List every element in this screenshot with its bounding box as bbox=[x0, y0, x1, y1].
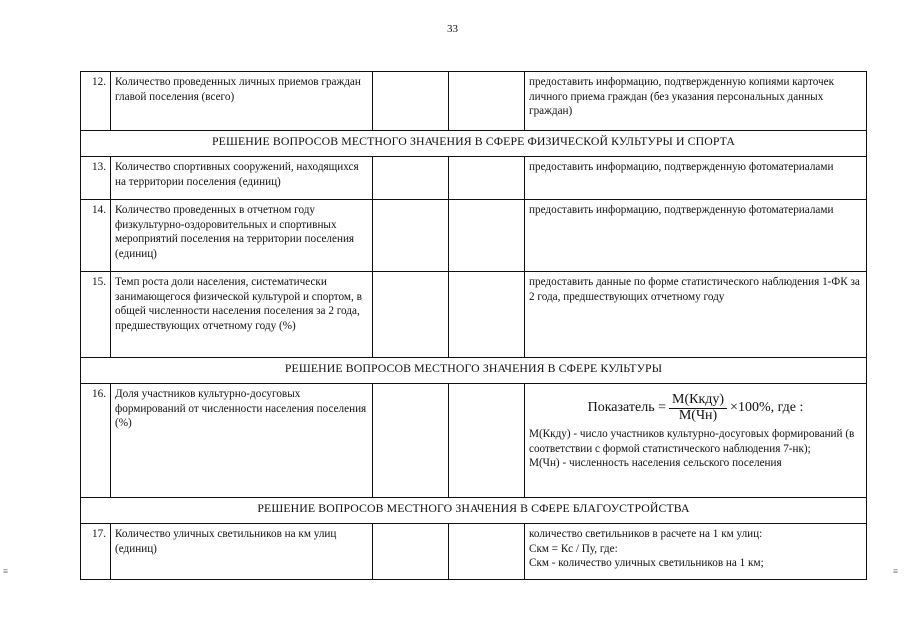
section-heading: РЕШЕНИЕ ВОПРОСОВ МЕСТНОГО ЗНАЧЕНИЯ В СФЕРЕ БЛАГОУСТРОЙСТВА bbox=[81, 498, 867, 524]
method-cell: предоставить информацию, подтвержденную фотоматериалами bbox=[525, 157, 867, 200]
indicator-cell: Доля участников культурно-досуговых формирований от численности населения поселения (%) bbox=[111, 384, 373, 498]
indicator-cell: Количество уличных светильников на км улиц (единиц) bbox=[111, 524, 373, 580]
empty-cell bbox=[373, 524, 449, 580]
method-line: Скм - количество уличных светильников на 1 км; bbox=[529, 557, 764, 570]
indicator-cell: Количество спортивных сооружений, находящихся на территории поселения (единиц) bbox=[111, 157, 373, 200]
method-cell bbox=[525, 524, 867, 580]
table-row bbox=[81, 524, 867, 580]
method-cell: предоставить информацию, подтвержденную фотоматериалами bbox=[525, 200, 867, 272]
empty-cell bbox=[373, 384, 449, 498]
empty-cell bbox=[373, 200, 449, 272]
empty-cell bbox=[373, 72, 449, 131]
formula-fraction bbox=[669, 393, 727, 423]
page-number: 33 bbox=[447, 23, 458, 35]
row-number: 13. bbox=[81, 157, 111, 200]
method-line: количество светильников в расчете на 1 км улиц: bbox=[529, 528, 763, 540]
formula-definition: М(Чн) - численность населения сельского поселения bbox=[529, 457, 782, 470]
section-row bbox=[81, 358, 867, 384]
empty-cell bbox=[449, 272, 525, 358]
method-cell: предоставить информацию, подтвержденную копиями карточек личного приема граждан (без указания персональных данных граждан) bbox=[525, 72, 867, 131]
table-row bbox=[81, 384, 867, 498]
formula-tail: ×100%, где : bbox=[730, 399, 804, 415]
row-number: 14. bbox=[81, 200, 111, 272]
indicators-table bbox=[80, 71, 867, 580]
formula-definition: М(Ккду) - число участников культурно-досуговых формирований (в соответствии с формой статистического наблюдения 7-нк); bbox=[529, 428, 855, 455]
table-row bbox=[81, 157, 867, 200]
section-row bbox=[81, 498, 867, 524]
empty-cell bbox=[449, 524, 525, 580]
empty-cell bbox=[449, 72, 525, 131]
empty-cell bbox=[449, 157, 525, 200]
empty-cell bbox=[373, 157, 449, 200]
scan-mark-left: ≡ bbox=[3, 566, 9, 576]
method-line: Скм = Кс / Пу, где: bbox=[529, 542, 618, 555]
formula-lhs: Показатель = bbox=[587, 399, 666, 415]
section-row bbox=[81, 131, 867, 157]
formula-denominator: М(Чн) bbox=[678, 407, 718, 423]
indicator-cell: Темп роста доли населения, систематически занимающегося физической культурой и спортом, в общей численности населения поселения за 2 года, предшествующих отчетному году (%) bbox=[111, 272, 373, 358]
table-row bbox=[81, 200, 867, 272]
indicator-cell: Количество проведенных личных приемов граждан главой поселения (всего) bbox=[111, 72, 373, 131]
empty-cell bbox=[449, 200, 525, 272]
method-cell bbox=[525, 384, 867, 498]
table-row bbox=[81, 272, 867, 358]
section-heading: РЕШЕНИЕ ВОПРОСОВ МЕСТНОГО ЗНАЧЕНИЯ В СФЕРЕ КУЛЬТУРЫ bbox=[81, 358, 867, 384]
formula-numerator: М(Ккду) bbox=[669, 393, 727, 409]
empty-cell bbox=[449, 384, 525, 498]
row-number: 15. bbox=[81, 272, 111, 358]
empty-cell bbox=[373, 272, 449, 358]
formula bbox=[529, 387, 862, 427]
row-number: 16. bbox=[81, 384, 111, 498]
row-number: 12. bbox=[81, 72, 111, 131]
table-row bbox=[81, 72, 867, 131]
row-number: 17. bbox=[81, 524, 111, 580]
section-heading: РЕШЕНИЕ ВОПРОСОВ МЕСТНОГО ЗНАЧЕНИЯ В СФЕРЕ ФИЗИЧЕСКОЙ КУЛЬТУРЫ И СПОРТА bbox=[81, 131, 867, 157]
method-cell: предоставить данные по форме статистического наблюдения 1-ФК за 2 года, предшествующих отчетному году bbox=[525, 272, 867, 358]
indicator-cell: Количество проведенных в отчетном году физкультурно-оздоровительных и спортивных мероприятий поселения на территории поселения (единиц) bbox=[111, 200, 373, 272]
scan-mark-right: ≡ bbox=[893, 566, 899, 576]
